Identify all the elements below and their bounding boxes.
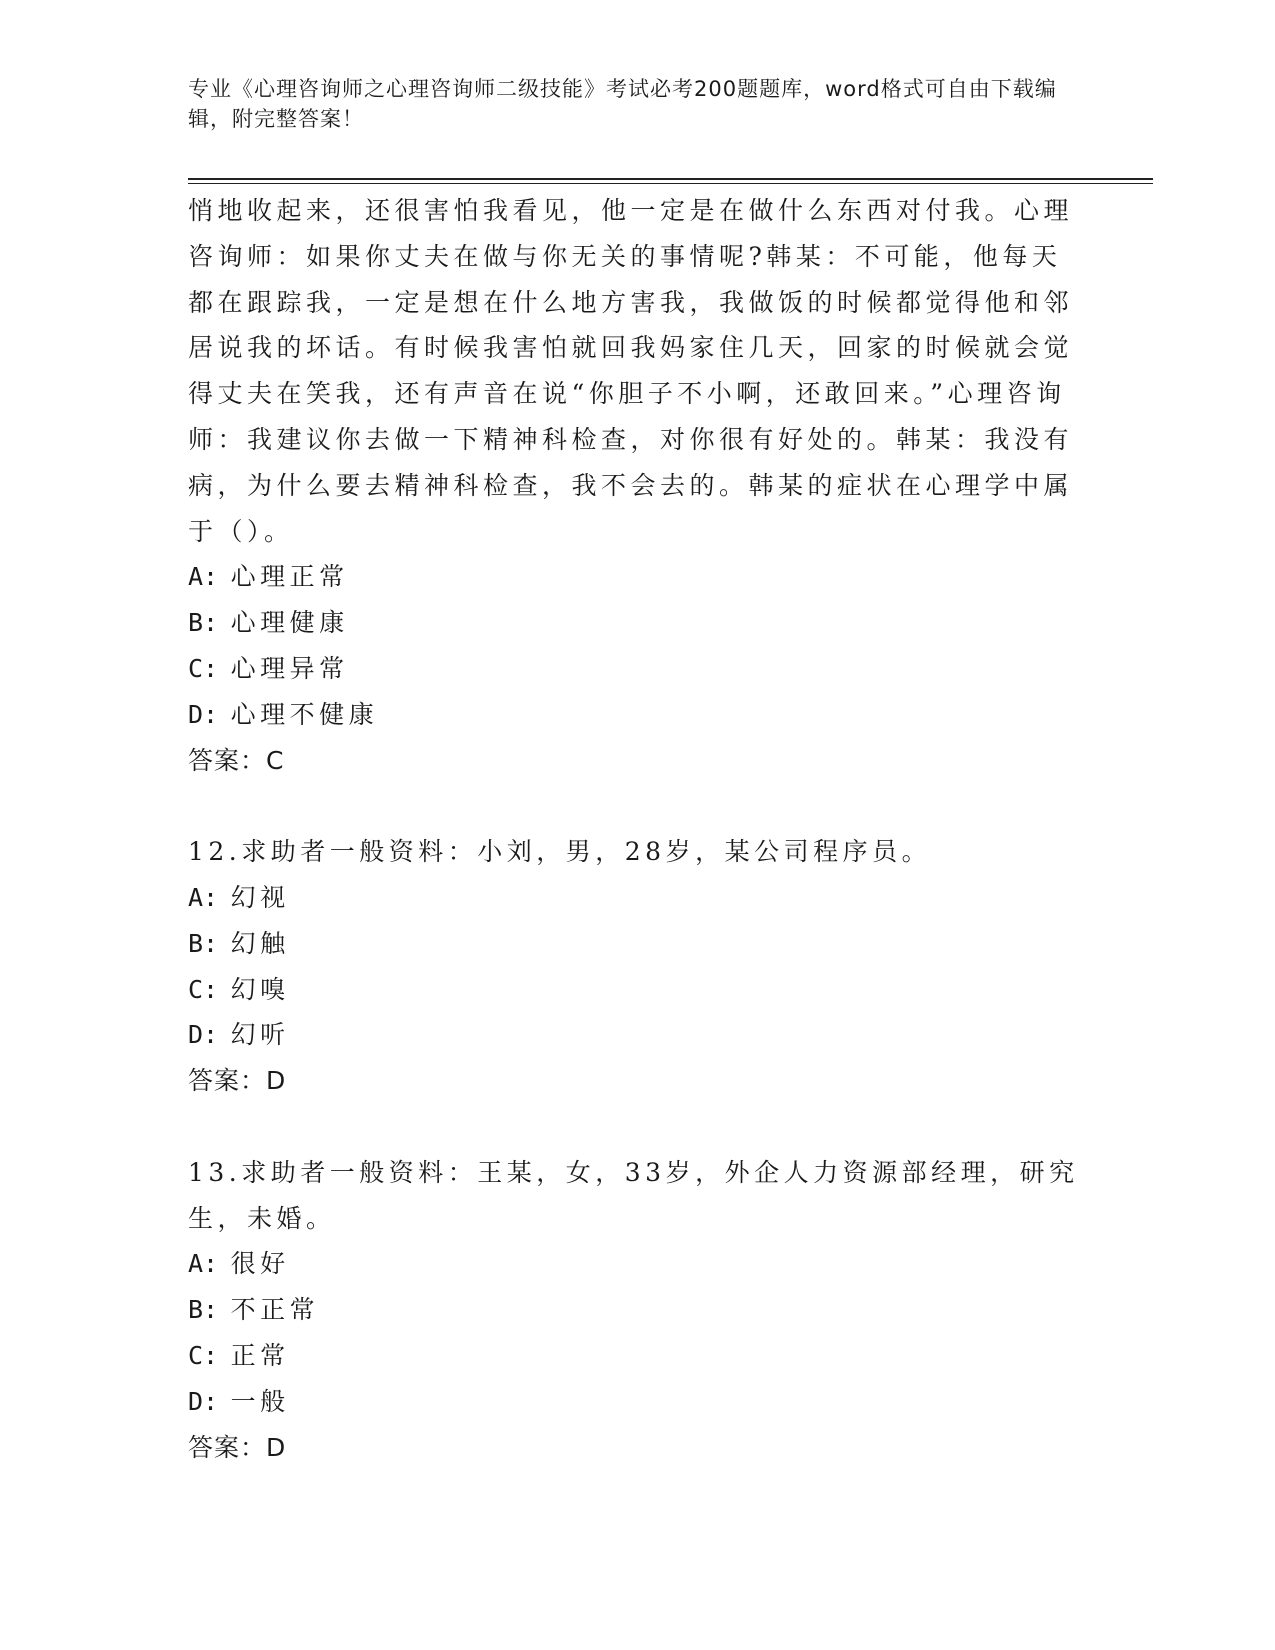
- page-header: 专业《心理咨询师之心理咨询师二级技能》考试必考200题题库，word格式可自由下载编辑，附完整答案！: [188, 77, 1057, 131]
- option-text: 心理异常: [230, 653, 349, 683]
- option-d: [188, 1012, 1088, 1058]
- question-content: [188, 188, 1088, 1470]
- question-text: 悄地收起来，还很害怕我看见，他一定是在做什么东西对付我。心理咨询师：如果你丈夫在做与你无关的事情呢?韩某：不可能，他每天都在跟踪我，一定是想在什么地方害我，我做饭的时候都觉得他和邻居说我的坏话。有时候我害怕就回我妈家住几天，回家的时候就会觉得丈夫在笑我，还有声音在说“你胆子不小啊，还敢回来。”心理咨询师：我建议你去做一下精神科检查，对你很有好处的。韩某：我没有病，为什么要去精神科检查，我不会去的。韩某的症状在心理学中属于（）。: [188, 196, 1074, 546]
- option-b: [188, 600, 1088, 646]
- option-text: 很好: [230, 1249, 290, 1279]
- option-letter: A:: [188, 1249, 219, 1279]
- option-d: [188, 692, 1088, 738]
- option-letter: A:: [188, 562, 219, 592]
- option-letter: B:: [188, 928, 219, 958]
- header-rule-thin: [188, 183, 1153, 184]
- option-letter: A:: [188, 882, 219, 912]
- option-text: 正常: [230, 1340, 290, 1370]
- option-c: [188, 646, 1088, 692]
- option-c: [188, 967, 1088, 1013]
- option-d: [188, 1379, 1088, 1425]
- option-text: 幻触: [230, 928, 290, 958]
- option-letter: D:: [188, 699, 219, 729]
- option-letter: C:: [188, 653, 219, 683]
- answer-line: 答案：C: [188, 745, 285, 775]
- answer-line: 答案：D: [188, 1066, 287, 1096]
- option-a: [188, 554, 1088, 600]
- option-letter: C:: [188, 1340, 219, 1370]
- option-letter: D:: [188, 1020, 219, 1050]
- option-b: [188, 921, 1088, 967]
- option-text: 幻视: [230, 882, 290, 912]
- option-text: 幻听: [230, 1020, 290, 1050]
- option-a: [188, 875, 1088, 921]
- option-letter: D:: [188, 1386, 219, 1416]
- option-text: 幻嗅: [230, 974, 290, 1004]
- question-13: [188, 1150, 1088, 1471]
- option-text: 心理健康: [230, 608, 349, 638]
- option-a: [188, 1241, 1088, 1287]
- option-text: 心理正常: [230, 562, 349, 592]
- option-text: 心理不健康: [230, 699, 379, 729]
- header-rule-thick: [188, 178, 1153, 180]
- option-text: 一般: [230, 1386, 290, 1416]
- question-12: [188, 829, 1088, 1104]
- question-text: 12.求助者一般资料：小刘，男，28岁，某公司程序员。: [188, 837, 932, 867]
- answer-line: 答案：D: [188, 1432, 287, 1462]
- option-letter: B:: [188, 1295, 219, 1325]
- question-11: [188, 188, 1088, 783]
- option-letter: C:: [188, 974, 219, 1004]
- option-text: 不正常: [230, 1295, 320, 1325]
- option-b: [188, 1287, 1088, 1333]
- option-c: [188, 1333, 1088, 1379]
- question-text: 13.求助者一般资料：王某，女，33岁，外企人力资源部经理，研究生，未婚。: [188, 1157, 1079, 1233]
- spacer: [188, 1104, 1088, 1150]
- option-letter: B:: [188, 608, 219, 638]
- spacer: [188, 783, 1088, 829]
